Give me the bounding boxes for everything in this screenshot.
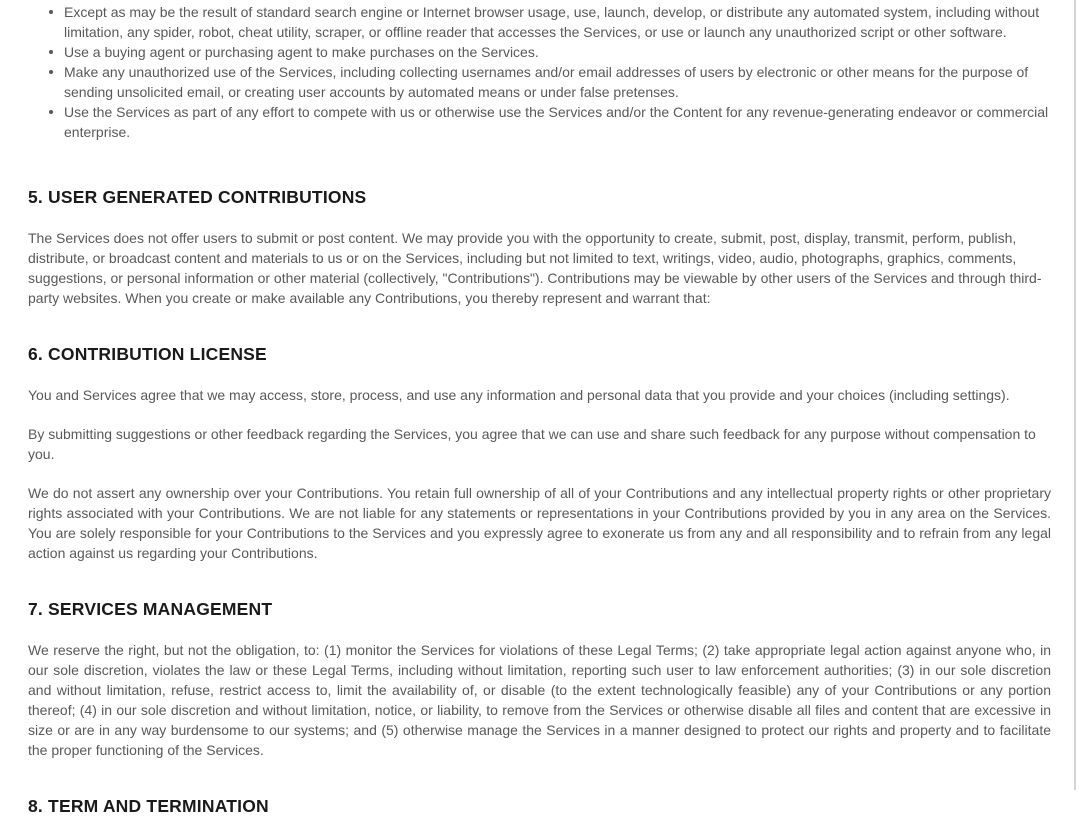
bullet-marker-icon (49, 110, 53, 114)
paragraph: The Services does not offer users to submit or post content. We may provide you with the opportunity to create, submit, post, display, transmit, perform, publish, distribute, or broadcast content and materials to us or on the Services, including but not limited to text, writings, video, audio, photographs, graphics, comments, suggestions, or personal information or other material (collectively, "Contributions"). Contributions may be viewable by other users of the Services and through third-party websites. When you create or make available any Contributions, you thereby represent and warrant that: (28, 230, 1042, 306)
paragraph: We do not assert any ownership over your Contributions. You retain full ownership of all of your Contributions and any intellectual property rights or other proprietary rights associated with your Contributions. We are not liable for any statements or representations in your Contributions provided by you in any area on the Services. You are solely responsible for your Contributions to the Services and you expressly agree to exonerate us from any and all responsibility and to refrain from any legal action against us regarding your Contributions. (28, 485, 1051, 561)
list-item-text: Use the Services as part of any effort to compete with us or otherwise use the Services and/or the Content for any revenue-generating endeavor or commercial enterprise. (64, 104, 1049, 140)
list-item (64, 42, 1051, 62)
section-heading-term-and-termination: 8. TERM AND TERMINATION (28, 796, 269, 816)
section-contribution-license (28, 344, 1051, 563)
paragraph: We reserve the right, but not the obligation, to: (1) monitor the Services for violations of these Legal Terms; (2) take appropriate legal action against anyone who, in our sole discretion, violates the law or these Legal Terms, including without limitation, reporting such user to law enforcement authorities; (3) in our sole discretion and without limitation, refuse, restrict access to, limit the availability of, or disable (to the extent technologically feasible) any of your Contributions or any portion thereof; (4) in our sole discretion and without limitation, notice, or liability, to remove from the Services or otherwise disable all files and content that are excessive in size or are in any way burdensome to our systems; and (5) otherwise manage the Services in a manner designed to protect our rights and property and to facilitate the proper functioning of the Services. (28, 642, 1051, 758)
section-term-and-termination (28, 796, 1051, 817)
section-services-management (28, 599, 1051, 760)
paragraph: You and Services agree that we may access, store, process, and use any information and personal data that you provide and your choices (including settings). (28, 387, 1010, 403)
paragraph: By submitting suggestions or other feedback regarding the Services, you agree that we can use and share such feedback for any purpose without compensation to you. (28, 426, 1036, 462)
bullet-marker-icon (49, 10, 53, 14)
list-item-text: Except as may be the result of standard search engine or Internet browser usage, use, launch, develop, or distribute any automated system, including without limitation, any spider, robot, cheat utility, scraper, or offline reader that accesses the Services, or use or launch any unauthorized script or other software. (64, 4, 1040, 40)
list-item (64, 102, 1051, 142)
section-heading-services-management: 7. SERVICES MANAGEMENT (28, 599, 273, 619)
section-heading-contribution-license: 6. CONTRIBUTION LICENSE (28, 344, 267, 364)
bullet-marker-icon (49, 70, 53, 74)
bullet-marker-icon (49, 50, 53, 54)
list-item-text: Make any unauthorized use of the Services, including collecting usernames and/or email addresses of users by electronic or other means for the purpose of sending unsolicited email, or creating user accounts by automated means or under false pretenses. (64, 64, 1029, 100)
prohibited-activities-list (28, 2, 1051, 142)
window-right-edge-border (1074, 0, 1076, 790)
section-user-generated-contributions (28, 187, 1051, 308)
list-item (64, 2, 1051, 42)
list-item (64, 62, 1051, 102)
section-heading-user-generated-contributions: 5. USER GENERATED CONTRIBUTIONS (28, 187, 367, 207)
list-item-text: Use a buying agent or purchasing agent to make purchases on the Services. (64, 44, 539, 60)
